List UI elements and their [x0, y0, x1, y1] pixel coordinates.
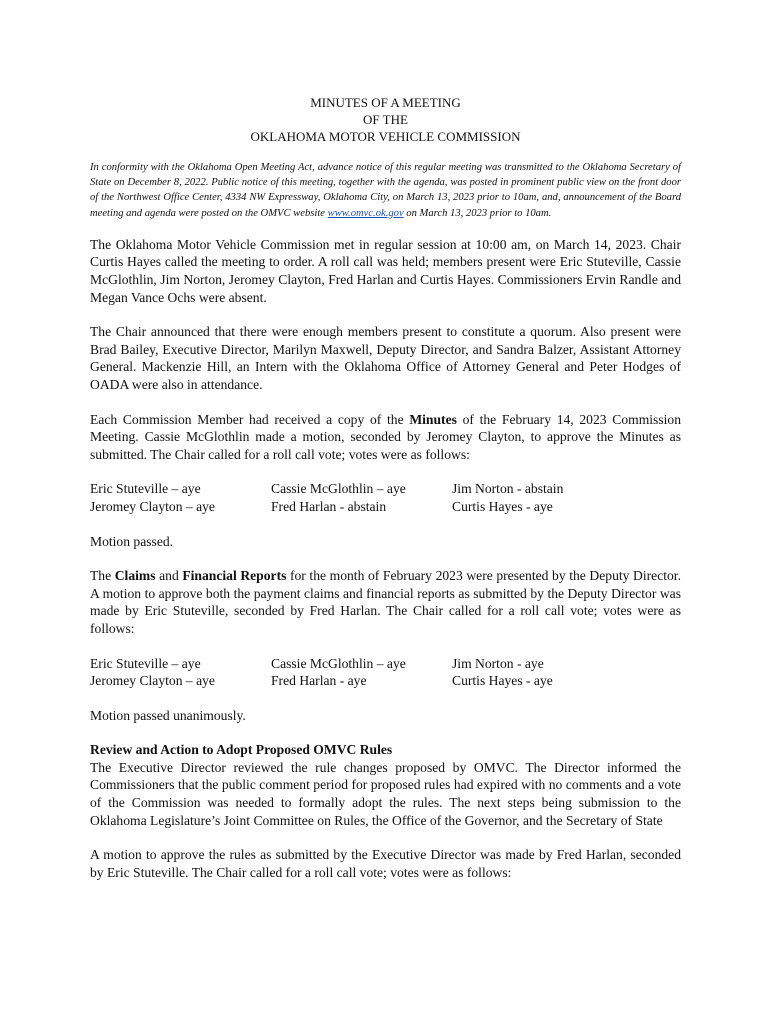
motion-result-2: Motion passed unanimously. [90, 707, 246, 723]
omvc-website-link[interactable]: www.omvc.ok.gov [327, 207, 404, 219]
minutes-document [90, 94, 681, 881]
vote-entry: Jim Norton - abstain [452, 481, 564, 497]
claims-text-and: and [155, 568, 183, 584]
claims-paragraph [90, 567, 681, 637]
title-line-3: OKLAHOMA MOTOR VEHICLE COMMISSION [250, 129, 521, 144]
vote-table-minutes [90, 480, 681, 515]
financial-reports-bold: Financial Reports [182, 568, 287, 584]
vote-entry: Jeromey Clayton – aye [90, 673, 215, 689]
quorum-paragraph: The Chair announced that there were enough members present to constitute a quorum. Also present were Brad Bailey, Executive Director, Marilyn Maxwell, Deputy Director, and Sandra Balzer, Assistant Attorney General. Mackenzie Hill, an Intern with the Oklahoma Office of Attorney General and Peter Hodges of OADA were also in attendance. [90, 324, 681, 392]
minutes-text-end: of the February 14, 2023 Commission Meeting. Cassie McGlothlin made a motion, seconded by Jeromey Clayton, to approve the Minutes as submitted. The Chair called for a roll call vote; votes were as follows: [90, 411, 682, 462]
title-line-1: MINUTES OF A MEETING [310, 95, 461, 110]
claims-bold: Claims [114, 568, 156, 584]
vote-entry: Curtis Hayes - aye [452, 673, 553, 689]
claims-text-end: for the month of February 2023 were presented by the Deputy Director. A motion to approve both the payment claims and financial reports as submitted by the Deputy Director was made by Eric Stuteville, seconded by Fred Harlan. The Chair called for a roll call vote; votes were as follows: [90, 568, 681, 636]
vote-entry: Eric Stuteville – aye [90, 655, 201, 671]
minutes-text: Each Commission Member had received a copy of the [90, 411, 410, 427]
vote-entry: Fred Harlan - aye [271, 673, 367, 689]
motion-result-1: Motion passed. [90, 533, 174, 549]
vote-entry: Eric Stuteville – aye [90, 481, 201, 497]
notice-text: In conformity with the Oklahoma Open Meeting Act, advance notice of this regular meeting was transmitted to the Oklahoma Secretary of State on December 8, 2022. Public notice of this meeting, together with the agenda, was posted in prominent public view on the front door of the Northwest Office Center, 4334 NW Expressway, Oklahoma City, on March 13, 2023 prior to 10am, and, announcement of the Board meeting and agenda were posted on the OMVC website [90, 162, 681, 219]
rules-section-heading: Review and Action to Adopt Proposed OMVC Rules [90, 742, 393, 758]
vote-entry: Fred Harlan - abstain [271, 498, 387, 514]
vote-entry: Jim Norton - aye [452, 655, 544, 671]
vote-entry: Curtis Hayes - aye [452, 498, 553, 514]
vote-entry: Cassie McGlothlin – aye [271, 481, 406, 497]
vote-entry: Jeromey Clayton – aye [90, 498, 215, 514]
rules-motion-paragraph: A motion to approve the rules as submitted by the Executive Director was made by Fred Harlan, seconded by Eric Stuteville. The Chair called for a roll call vote; votes were as follows: [90, 847, 681, 880]
rules-paragraph: The Executive Director reviewed the rule changes proposed by OMVC. The Director informed the Commissioners that the public comment period for proposed rules had expired with no comments and a vote of the Commission was needed to formally adopt the rules. The next steps being submission to the Oklahoma Legislature’s Joint Committee on Rules, the Office of the Governor, and the Secretary of State [90, 759, 681, 828]
title-line-2: OF THE [363, 112, 408, 127]
session-paragraph: The Oklahoma Motor Vehicle Commission met in regular session at 10:00 am, on March 14, 2023. Chair Curtis Hayes called the meeting to order. A roll call was held; members present were Eric Stuteville, Cassie McGlothlin, Jim Norton, Jeromey Clayton, Fred Harlan and Curtis Hayes. Commissioners Ervin Randle and Megan Vance Ochs were absent. [90, 236, 681, 305]
claims-text: The [90, 568, 115, 584]
vote-entry: Cassie McGlothlin – aye [271, 655, 406, 671]
open-meeting-notice [90, 160, 681, 221]
minutes-paragraph [90, 411, 681, 464]
document-title [90, 94, 681, 145]
minutes-bold: Minutes [409, 411, 457, 427]
vote-table-claims [90, 655, 681, 690]
notice-text-end: on March 13, 2023 prior to 10am. [403, 207, 552, 219]
